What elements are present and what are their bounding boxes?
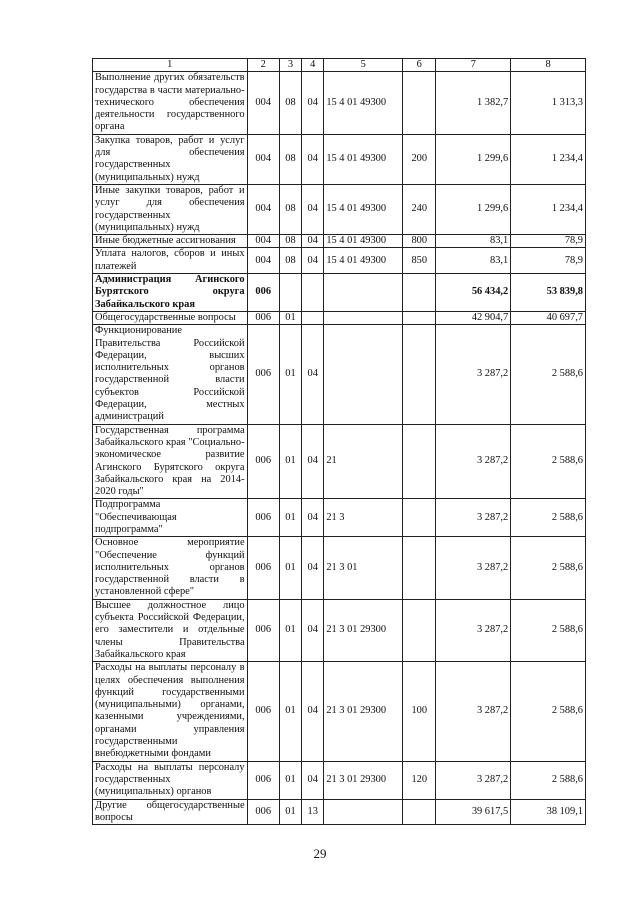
ministry-code: 004 (247, 235, 279, 248)
section-code: 01 (279, 537, 301, 599)
expense-type-code (403, 72, 436, 134)
ministry-code: 004 (247, 184, 279, 234)
section-code: 01 (279, 424, 301, 499)
row-name: Расходы на выплаты персоналу в целях обеспечения выполнения функций государственными (муниципальными) органами, казенными учреждениями, органами управления государственными внебюджетными фондами (93, 662, 248, 761)
target-article-code: 21 3 01 29300 (324, 599, 403, 661)
target-article-code (324, 274, 403, 312)
amount-year-1: 3 287,2 (436, 761, 511, 799)
subsection-code: 04 (302, 761, 324, 799)
target-article-code: 21 3 01 29300 (324, 761, 403, 799)
table-row (93, 799, 586, 825)
target-article-code (324, 325, 403, 424)
subsection-code: 04 (302, 134, 324, 184)
table-row (93, 499, 586, 537)
expense-type-code (403, 499, 436, 537)
subsection-code: 04 (302, 537, 324, 599)
subsection-code: 04 (302, 235, 324, 248)
section-code: 08 (279, 235, 301, 248)
ministry-code: 006 (247, 311, 279, 324)
ministry-code: 006 (247, 799, 279, 825)
subsection-code: 04 (302, 424, 324, 499)
ministry-code: 006 (247, 761, 279, 799)
table-row (93, 599, 586, 661)
table-row (93, 235, 586, 248)
table-row (93, 761, 586, 799)
header-col-4: 4 (302, 59, 324, 72)
expense-type-code (403, 274, 436, 312)
table-row (93, 325, 586, 424)
table-row (93, 662, 586, 761)
ministry-code: 006 (247, 499, 279, 537)
header-row (93, 59, 586, 72)
target-article-code (324, 311, 403, 324)
amount-year-2: 78,9 (511, 235, 586, 248)
subsection-code: 04 (302, 184, 324, 234)
subsection-code: 04 (302, 662, 324, 761)
amount-year-2: 1 234,4 (511, 184, 586, 234)
table-body (93, 72, 586, 825)
section-code (279, 274, 301, 312)
expense-type-code (403, 599, 436, 661)
amount-year-2: 2 588,6 (511, 499, 586, 537)
table-header (93, 59, 586, 72)
header-col-7: 7 (436, 59, 511, 72)
row-name: Функционирование Правительства Российской Федерации, высших исполнительных органов государственной власти субъектов Российской Федерации, местных администраций (93, 325, 248, 424)
expense-type-code: 200 (403, 134, 436, 184)
target-article-code (324, 799, 403, 825)
amount-year-1: 56 434,2 (436, 274, 511, 312)
row-name: Уплата налогов, сборов и иных платежей (93, 248, 248, 274)
ministry-code: 006 (247, 325, 279, 424)
ministry-code: 006 (247, 274, 279, 312)
table-row (93, 537, 586, 599)
amount-year-2: 38 109,1 (511, 799, 586, 825)
amount-year-1: 3 287,2 (436, 599, 511, 661)
target-article-code: 15 4 01 49300 (324, 72, 403, 134)
header-col-6: 6 (403, 59, 436, 72)
section-code: 01 (279, 662, 301, 761)
row-name: Общегосударственные вопросы (93, 311, 248, 324)
row-name: Расходы на выплаты персоналу государственных (муниципальных) органов (93, 761, 248, 799)
expense-type-code (403, 311, 436, 324)
ministry-code: 004 (247, 248, 279, 274)
amount-year-2: 1 234,4 (511, 134, 586, 184)
expense-type-code (403, 424, 436, 499)
target-article-code: 15 4 01 49300 (324, 235, 403, 248)
amount-year-1: 3 287,2 (436, 662, 511, 761)
amount-year-2: 2 588,6 (511, 424, 586, 499)
ministry-code: 006 (247, 424, 279, 499)
target-article-code: 21 3 (324, 499, 403, 537)
target-article-code: 21 3 01 (324, 537, 403, 599)
amount-year-2: 2 588,6 (511, 537, 586, 599)
amount-year-2: 1 313,3 (511, 72, 586, 134)
amount-year-1: 3 287,2 (436, 537, 511, 599)
amount-year-2: 2 588,6 (511, 662, 586, 761)
amount-year-1: 1 299,6 (436, 184, 511, 234)
row-name: Государственная программа Забайкальского края "Социально-экономическое развитие Агинского Бурятского округа Забайкальского края на 2014-2020 годы" (93, 424, 248, 499)
section-code: 08 (279, 134, 301, 184)
amount-year-2: 2 588,6 (511, 599, 586, 661)
target-article-code: 15 4 01 49300 (324, 134, 403, 184)
row-name: Подпрограмма "Обеспечивающая подпрограмма" (93, 499, 248, 537)
target-article-code: 21 3 01 29300 (324, 662, 403, 761)
amount-year-2: 40 697,7 (511, 311, 586, 324)
subsection-code (302, 311, 324, 324)
page-number: 29 (313, 846, 327, 861)
amount-year-2: 78,9 (511, 248, 586, 274)
row-name: Иные закупки товаров, работ и услуг для обеспечения государственных (муниципальных) нужд (93, 184, 248, 234)
subsection-code: 13 (302, 799, 324, 825)
row-name: Закупка товаров, работ и услуг для обеспечения государственных (муниципальных) нужд (93, 134, 248, 184)
expense-type-code: 850 (403, 248, 436, 274)
ministry-code: 004 (247, 134, 279, 184)
table-row (93, 311, 586, 324)
amount-year-1: 42 904,7 (436, 311, 511, 324)
row-name: Администрация Агинского Бурятского округа Забайкальского края (93, 274, 248, 312)
section-code: 01 (279, 761, 301, 799)
ministry-code: 006 (247, 662, 279, 761)
table-row (93, 424, 586, 499)
expense-type-code (403, 799, 436, 825)
amount-year-1: 1 299,6 (436, 134, 511, 184)
ministry-code: 006 (247, 599, 279, 661)
target-article-code: 15 4 01 49300 (324, 248, 403, 274)
section-code: 01 (279, 311, 301, 324)
amount-year-2: 53 839,8 (511, 274, 586, 312)
subsection-code: 04 (302, 248, 324, 274)
header-col-1: 1 (93, 59, 248, 72)
section-code: 01 (279, 499, 301, 537)
table-row (93, 274, 586, 312)
section-code: 01 (279, 325, 301, 424)
amount-year-1: 3 287,2 (436, 325, 511, 424)
subsection-code: 04 (302, 599, 324, 661)
subsection-code: 04 (302, 499, 324, 537)
target-article-code: 21 (324, 424, 403, 499)
budget-table (92, 58, 586, 825)
table-row (93, 72, 586, 134)
expense-type-code (403, 325, 436, 424)
amount-year-2: 2 588,6 (511, 761, 586, 799)
amount-year-2: 2 588,6 (511, 325, 586, 424)
target-article-code: 15 4 01 49300 (324, 184, 403, 234)
ministry-code: 004 (247, 72, 279, 134)
row-name: Высшее должностное лицо субъекта Российской Федерации, его заместители и отдельные члены Правительства Забайкальского края (93, 599, 248, 661)
subsection-code: 04 (302, 325, 324, 424)
table-row (93, 184, 586, 234)
table-row (93, 248, 586, 274)
expense-type-code: 800 (403, 235, 436, 248)
amount-year-1: 83,1 (436, 248, 511, 274)
section-code: 08 (279, 72, 301, 134)
section-code: 01 (279, 599, 301, 661)
header-col-2: 2 (247, 59, 279, 72)
row-name: Выполнение других обязательств государства в части материально-технического обеспечения деятельности государственного органа (93, 72, 248, 134)
expense-type-code: 240 (403, 184, 436, 234)
expense-type-code: 100 (403, 662, 436, 761)
row-name: Основное мероприятие "Обеспечение функций исполнительных органов государственной власти в установленной сфере" (93, 537, 248, 599)
row-name: Иные бюджетные ассигнования (93, 235, 248, 248)
amount-year-1: 3 287,2 (436, 499, 511, 537)
header-col-8: 8 (511, 59, 586, 72)
amount-year-1: 83,1 (436, 235, 511, 248)
expense-type-code: 120 (403, 761, 436, 799)
section-code: 01 (279, 799, 301, 825)
subsection-code: 04 (302, 72, 324, 134)
row-name: Другие общегосударственные вопросы (93, 799, 248, 825)
header-col-5: 5 (324, 59, 403, 72)
subsection-code (302, 274, 324, 312)
section-code: 08 (279, 184, 301, 234)
amount-year-1: 39 617,5 (436, 799, 511, 825)
amount-year-1: 1 382,7 (436, 72, 511, 134)
expense-type-code (403, 537, 436, 599)
section-code: 08 (279, 248, 301, 274)
ministry-code: 006 (247, 537, 279, 599)
amount-year-1: 3 287,2 (436, 424, 511, 499)
table-row (93, 134, 586, 184)
header-col-3: 3 (279, 59, 301, 72)
